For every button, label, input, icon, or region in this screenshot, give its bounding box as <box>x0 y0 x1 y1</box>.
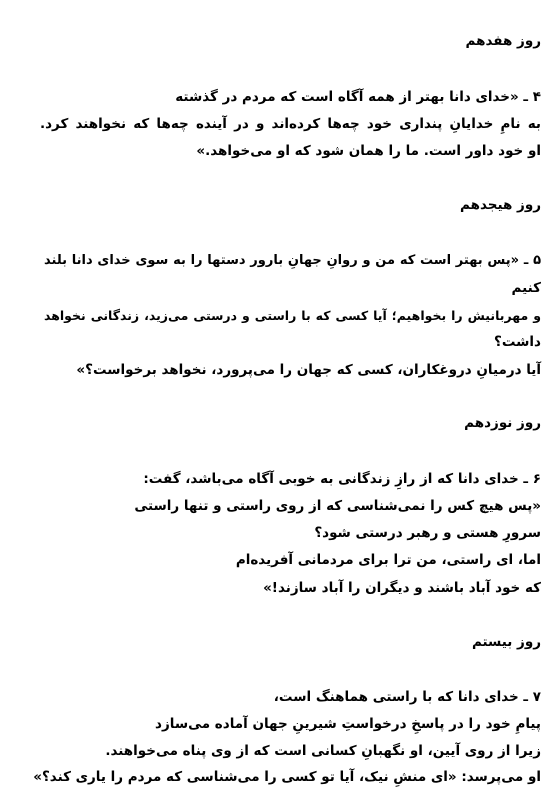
day-17-heading: روز هفدهم <box>465 33 541 49</box>
day-19-heading: روز نوزدهم <box>464 415 541 431</box>
day-20-heading: روز بیستم <box>471 634 541 650</box>
verse-5-line-4: داشت؟ <box>494 334 541 350</box>
verse-5-line-5: آیا درمیانِ دروغکاران، کسی که جهان را می‌پرورد، نخواهد برخواست؟» <box>76 362 541 378</box>
verse-4-line-2: به نامِ خدایانِ پنداری خود چه‌ها کرده‌اند و در آینده چه‌ها که نخواهند کرد. <box>40 116 541 132</box>
verse-7-line-1: ۷ ـ خدای دانا که با راستی هماهنگ است، <box>273 689 541 705</box>
verse-7-line-3: زیرا از روی آیین، او نگهبانِ کسانی است که از وی پناه می‌خواهند. <box>105 743 541 759</box>
verse-6-line-5: که خود آباد باشند و دیگران را آباد سازند!» <box>263 580 541 596</box>
verse-6-line-2: «پس هیچ کس را نمی‌شناسی که از روی راستی و تنها راستی <box>134 498 541 514</box>
day-18-heading: روز هیجدهم <box>460 197 541 213</box>
verse-6-line-3: سرورِ هستی و رهبر درستی شود؟ <box>314 525 541 541</box>
verse-7-line-2: پیامِ خود را در پاسخِ درخواستِ شیرینِ جهان آماده می‌سازد <box>155 716 541 732</box>
verse-5-line-3: و مهربانیش را بخواهیم؛ آیا کسی که با راستی و درستی می‌زید، زندگانی نخواهد <box>44 308 541 323</box>
verse-4-line-1: ۴ ـ «خدای دانا بهتر از همه آگاه است که مردم در گذشته <box>175 89 541 105</box>
verse-4-line-3: او خود داور است. ما را همان شود که او می‌خواهد.» <box>196 143 541 159</box>
verse-5-line-2: کنیم <box>511 280 541 296</box>
verse-6-line-1: ۶ ـ خدای دانا که از رازِ زندگانی به خوبی آگاه می‌باشد، گفت: <box>143 471 541 487</box>
verse-7-line-4: او می‌پرسد: «ای منشِ نیک، آیا تو کسی را می‌شناسی که مردم را یاری کند؟» <box>33 769 541 785</box>
verse-6-line-4: اما، ای راستی، من ترا برای مردمانی آفریده‌ام <box>235 552 541 568</box>
verse-5-line-1: ۵ ـ «پس بهتر است که من و روانِ جهانِ بارور دستها را به سوی خدای دانا بلند <box>44 253 541 268</box>
